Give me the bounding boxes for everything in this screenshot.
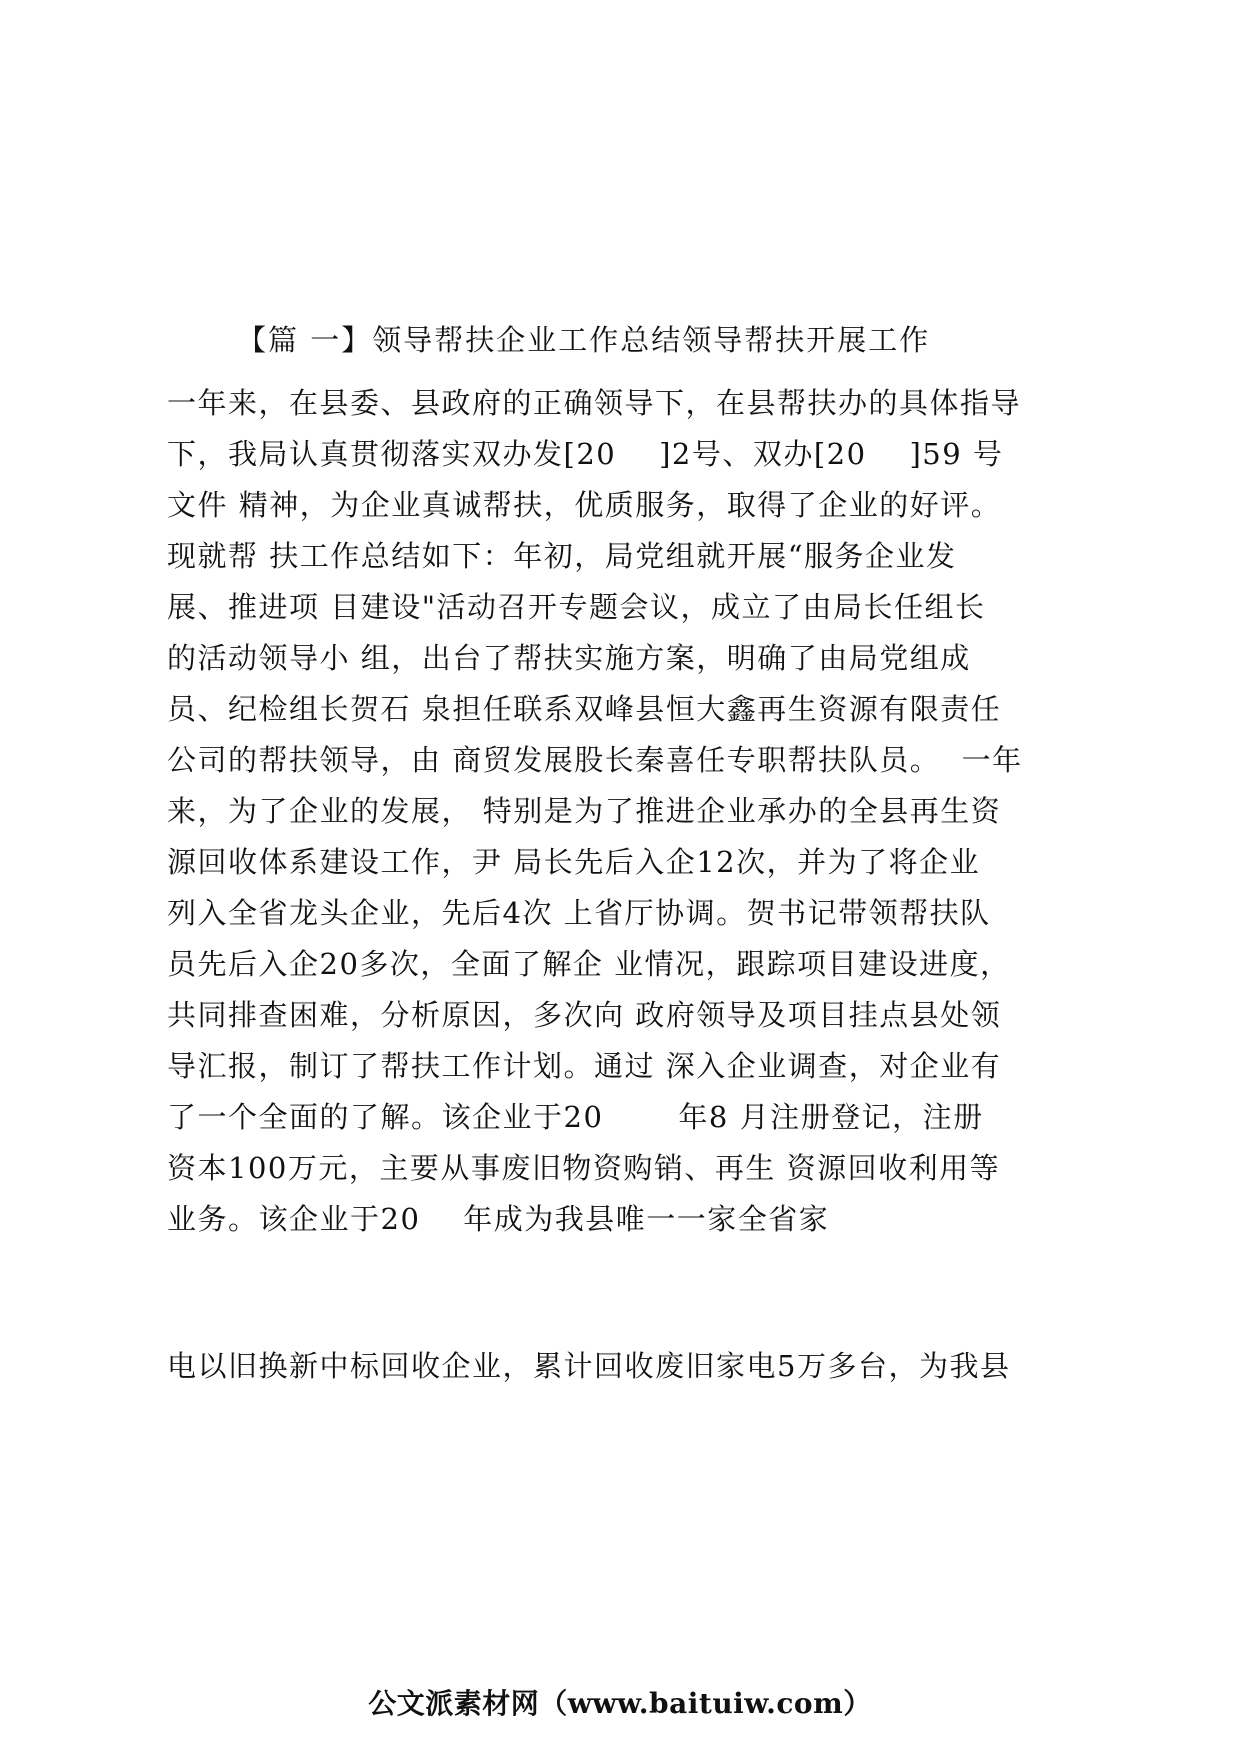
body-line: 员先后入企20多次，全面了解企 业情况，跟踪项目建设进度， bbox=[167, 947, 1011, 981]
body-line: 导汇报，制订了帮扶工作计划。通过 深入企业调查，对企业有 bbox=[167, 1049, 1002, 1083]
body-line: 下，我局认真贯彻落实双办发[20 ]2号、双办[20 ]59 号 bbox=[167, 437, 1004, 471]
body-line: 了一个全面的了解。该企业于20 年8 月注册登记，注册 bbox=[167, 1100, 984, 1134]
body-line: 员、纪检组长贺石 泉担任联系双峰县恒大鑫再生资源有限责任 bbox=[167, 692, 1002, 726]
footer-source-link[interactable]: 公文派素材网（www.baituiw.com） bbox=[368, 1687, 872, 1720]
body-line: 共同排查困难，分析原因，多次向 政府领导及项目挂点县处领 bbox=[167, 998, 1002, 1032]
body-line: 列入全省龙头企业，先后4次 上省厅协调。贺书记带领帮扶队 bbox=[167, 896, 991, 930]
document-body bbox=[167, 378, 1023, 1245]
body-line: 的活动领导小 组，出台了帮扶实施方案，明确了由局党组成 bbox=[167, 641, 971, 675]
continuation-paragraph: 电以旧换新中标回收企业，累计回收废旧家电5万多台，为我县 bbox=[167, 1349, 1011, 1383]
body-line: 公司的帮扶领导，由 商贸发展股长秦喜任专职帮扶队员。 一年 bbox=[167, 743, 1023, 777]
body-line: 源回收体系建设工作，尹 局长先后入企12次，并为了将企业 bbox=[167, 845, 981, 879]
body-line: 文件 精神，为企业真诚帮扶，优质服务，取得了企业的好评。 bbox=[167, 488, 1002, 522]
body-line: 来，为了企业的发展， 特别是为了推进企业承办的全县再生资 bbox=[167, 794, 1002, 828]
body-line: 业务。该企业于20 年成为我县唯一一家全省家 bbox=[167, 1202, 830, 1236]
body-line: 展、推进项 目建设"活动召开专题会议，成立了由局长任组长 bbox=[167, 590, 986, 624]
document-title: 【篇 一】领导帮扶企业工作总结领导帮扶开展工作 bbox=[237, 323, 931, 357]
body-line: 一年来，在县委、县政府的正确领导下，在县帮扶办的具体指导 bbox=[167, 386, 1022, 420]
body-line: 资本100万元，主要从事废旧物资购销、再生 资源回收利用等 bbox=[167, 1151, 1001, 1185]
body-line: 现就帮 扶工作总结如下：年初，局党组就开展“服务企业发 bbox=[167, 539, 957, 573]
